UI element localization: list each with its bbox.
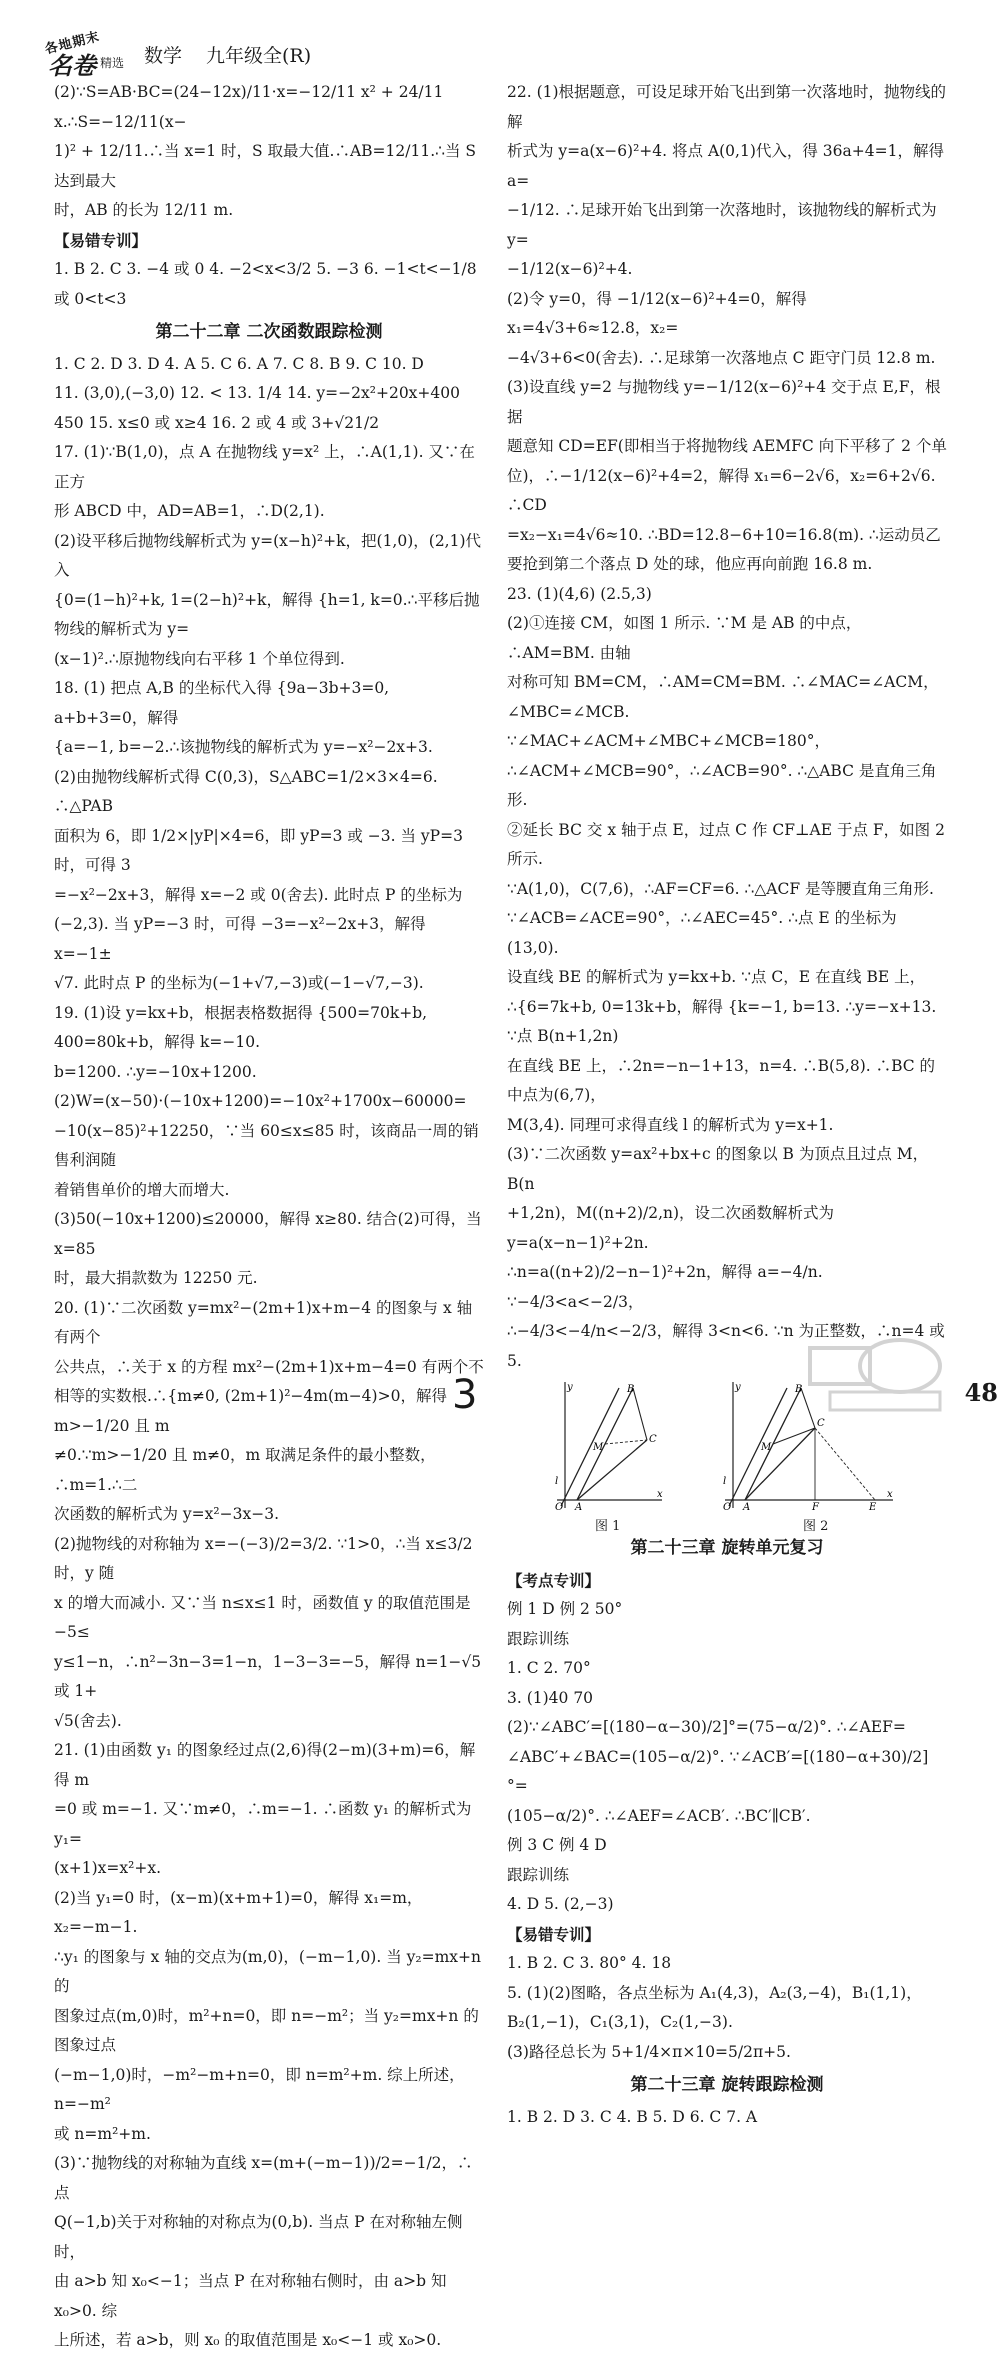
text-line: 例 3 C 例 4 D (507, 1836, 607, 1854)
svg-text:B: B (795, 1384, 803, 1395)
text-line: {0=(1−h)²+k, 1=(2−h)²+k，解得 {h=1, k=0.∴平移后抛物线的解析式为 y= (54, 590, 480, 638)
text-line: ∴∠ACM+∠MCB=90°，∴∠ACB=90°. ∴△ABC 是直角三角形. (507, 761, 937, 809)
svg-text:O: O (555, 1502, 564, 1510)
figure-2-caption: 图 2 (803, 1519, 829, 1534)
text-line: {a=−1, b=−2.∴该抛物线的解析式为 y=−x²−2x+3. (54, 738, 433, 756)
text-line: (2)当 y₁=0 时，(x−m)(x+m+1)=0，解得 x₁=m，x₂=−m−1. (54, 1888, 423, 1936)
answer-block (54, 350, 484, 2356)
svg-text:O: O (723, 1502, 732, 1510)
text-line: 例 1 D 例 2 50° (507, 1600, 623, 1618)
text-line: (3)∵抛物线的对称轴为直线 x=(m+(−m−1))/2=−1/2，∴点 (54, 2154, 473, 2202)
text-line: −4√3+6<0(舍去). ∴足球第一次落地点 C 距守门员 12.8 m. (507, 348, 936, 367)
figure-1-caption: 图 1 (595, 1519, 621, 1534)
text-line: 19. (1)设 y=kx+b，根据表格数据得 {500=70k+b, 400=80k+b，解得 k=−10. (54, 1003, 428, 1051)
text-line: 相等的实数根.∴{m≠0, (2m+1)²−4m(m−4)>0，解得 m>−1/20 且 m (54, 1387, 447, 1435)
text-line: (2)∵∠ABC′=[(180−α−30)/2]°=(75−α/2)°. ∴∠AEF= (507, 1718, 906, 1736)
svg-text:M: M (761, 1442, 772, 1453)
svg-text:y: y (735, 1382, 741, 1393)
svg-text:A: A (575, 1502, 583, 1510)
text-line: 上所述，若 a>b，则 x₀ 的取值范围是 x₀<−1 或 x₀>0. (54, 2331, 442, 2349)
figure-1 (547, 1380, 667, 1510)
svg-text:E: E (869, 1502, 877, 1510)
series-logo (38, 29, 130, 80)
text-line: ∴y₁ 的图象与 x 轴的交点为(m,0)，(−m−1,0). 当 y₂=mx+n 的 (54, 1947, 482, 1995)
text-line: ≠0.∵m>−1/20 且 m≠0，m 取满足条件的最小整数，∴m=1.∴二 (54, 1446, 436, 1494)
text-line: =−x²−2x+3，解得 x=−2 或 0(舍去). 此时点 P 的坐标为 (54, 885, 463, 904)
svg-text:C: C (649, 1434, 657, 1445)
text-line: 5. (1)(2)图略，各点坐标为 A₁(4,3)，A₂(3,−4)，B₁(1,1)， (507, 1983, 922, 2002)
svg-text:y: y (567, 1382, 573, 1393)
text-line: =x₂−x₁=4√6≈10. ∴BD=12.8−6+10=16.8(m). ∴运动员乙 (507, 525, 941, 544)
text-line: 跟踪训练 (507, 1865, 570, 1884)
text-line: 由 a>b 知 x₀<−1；当点 P 在对称轴右侧时，由 a>b 知 x₀>0. 综 (54, 2272, 447, 2320)
text-line: 次函数的解析式为 y=x²−3x−3. (54, 1505, 279, 1523)
chapter-heading: 第二十三章 旋转跟踪检测 (630, 2075, 824, 2095)
text-line: 时，AB 的长为 12/11 m. (54, 201, 234, 219)
text-line: ②延长 BC 交 x 轴于点 E，过点 C 作 CF⊥AE 于点 F，如图 2 所示. (507, 820, 945, 868)
text-line: −1/12(x−6)²+4. (507, 260, 633, 278)
text-line: (2)W=(x−50)·(−10x+1200)=−10x²+1700x−60000= (54, 1092, 467, 1110)
text-line: 1. B 2. C 3. 80° 4. 18 (507, 1954, 672, 1972)
right-column (507, 78, 947, 2132)
text-line: 1. B 2. C 3. −4 或 0 4. −2<x<3/2 5. −3 6. −1<t<−1/8 (54, 260, 477, 278)
text-line: ∠MBC=∠MCB. ∵∠MAC+∠ACM+∠MBC+∠MCB=180°， (507, 702, 830, 750)
text-line: ∵∠ACB=∠ACE=90°，∴∠AEC=45°. ∴点 E 的坐标为(13,0). (507, 909, 897, 957)
text-line: 跟踪训练 (507, 1629, 570, 1648)
text-line: 或 0<t<3 (54, 289, 127, 308)
text-line: 面积为 6，即 1/2×|yP|×4=6，即 yP=3 或 −3. 当 yP=3 时，可得 3 (54, 826, 463, 874)
text-line: 在直线 BE 上，∴2n=−n−1+13，n=4. ∴B(5,8). ∴BC 的中点为(6,7)， (507, 1056, 936, 1104)
text-line: 题意知 CD=EF(即相当于将抛物线 AEMFC 向下平移了 2 个单 (507, 437, 947, 455)
text-line: 3. (1)40 70 (507, 1688, 594, 1707)
text-line: (3)50(−10x+1200)≤20000，解得 x≥80. 结合(2)可得，当 x=85 (54, 1210, 482, 1258)
section-tag: 【易错专训】 (54, 230, 148, 250)
svg-text:l: l (555, 1476, 559, 1487)
text-line: 4. D 5. (2,−3) (507, 1895, 614, 1913)
text-line: 11. (3,0),(−3,0) 12. < 13. 1/4 14. y=−2x²+20x+400 (54, 384, 460, 402)
text-line: 1. B 2. D 3. C 4. B 5. D 6. C 7. A (507, 2107, 758, 2126)
text-line: (3)设直线 y=2 与抛物线 y=−1/12(x−6)²+4 交于点 E,F，根据 (507, 378, 941, 426)
text-line: (3)路径总长为 5+1/4×π×10=5/2π+5. (507, 2042, 791, 2061)
text-line: ∴−4/3<−4/n<−2/3，解得 3<n<6. ∵n 为正整数，∴n=4 或 5. (507, 1322, 945, 1370)
answer-block (507, 1595, 947, 1920)
text-line: 析式为 y=a(x−6)²+4. 将点 A(0,1)代入，得 36a+4=1，解得 a= (507, 142, 944, 190)
text-line: −1/12. ∴足球开始飞出到第一次落地时，该抛物线的解析式为 y= (507, 201, 937, 249)
svg-text:l: l (723, 1476, 727, 1487)
text-line: (2)①连接 CM，如图 1 所示. ∵M 是 AB 的中点，∴AM=BM. 由轴 (507, 614, 862, 662)
left-column (54, 78, 484, 2356)
svg-text:x: x (657, 1489, 663, 1500)
section-tag: 【考点专训】 (507, 1570, 601, 1590)
text-line: −10(x−85)²+12250，∵当 60≤x≤85 时，该商品一周的销售利润随 (54, 1121, 479, 1169)
logo-top-text: 各地期末 (43, 29, 102, 58)
text-line: M(3,4). 同理可求得直线 l 的解析式为 y=x+1. (507, 1115, 834, 1134)
svg-text:C: C (817, 1418, 825, 1429)
text-line: (x+1)x=x²+x. (54, 1859, 162, 1877)
text-line: 450 15. x≤0 或 x≥4 16. 2 或 4 或 3+√21/2 (54, 413, 380, 432)
section-tag: 【易错专训】 (507, 1924, 601, 1944)
text-line: √5(舍去). (54, 1711, 122, 1730)
text-line: y≤1−n，∴n²−3n−3=1−n，1−3−3=−5，解得 n=1−√5 或 1+ (54, 1652, 482, 1700)
text-line: 或 n=m²+m. (54, 2124, 151, 2143)
subject-label: 数学 (144, 44, 183, 67)
text-line: 时，最大捐款数为 12250 元. (54, 1269, 258, 1287)
text-line: √7. 此时点 P 的坐标为(−1+√7,−3)或(−1−√7,−3). (54, 974, 424, 992)
text-line: 1. C 2. 70° (507, 1659, 591, 1677)
page-number: 48 (964, 1378, 998, 1407)
text-line: 设直线 BE 的解析式为 y=kx+b. ∵点 C，E 在直线 BE 上， (507, 968, 926, 986)
text-line: 17. (1)∵B(1,0)，点 A 在抛物线 y=x² 上，∴A(1,1). 又∵在正方 (54, 443, 475, 491)
text-line: 图象过点(m,0)时，m²+n=0，即 n=−m²；当 y₂=mx+n 的图象过点 (54, 2006, 479, 2054)
text-line: (x−1)².∴原抛物线向右平移 1 个单位得到. (54, 649, 345, 668)
text-line: (2)令 y=0，得 −1/12(x−6)²+4=0，解得 x₁=4√3+6≈12.8，x₂= (507, 289, 807, 337)
handwritten-mark: 3 (452, 1372, 478, 1418)
text-line: 要抢到第二个落点 D 处的球，他应再向前跑 16.8 m. (507, 555, 873, 573)
text-line: ∴n=a((n+2)/2−n−1)²+2n，解得 a=−4/n. ∵−4/3<a<−2/3， (507, 1263, 823, 1311)
chapter-heading: 第二十三章 旋转单元复习 (630, 1538, 824, 1558)
answer-block (507, 1949, 947, 2067)
text-line: (−2,3). 当 yP=−3 时，可得 −3=−x²−2x+3，解得 x=−1± (54, 915, 426, 963)
text-line: 位)，∴−1/12(x−6)²+4=2，解得 x₁=6−2√6，x₂=6+2√6. ∴CD (507, 466, 936, 514)
page-header (38, 29, 312, 80)
text-line: 20. (1)∵二次函数 y=mx²−(2m+1)x+m−4 的图象与 x 轴有两个 (54, 1298, 473, 1346)
text-line: Q(−1,b)关于对称轴的对称点为(0,b). 当点 P 在对称轴左侧时， (54, 2213, 463, 2261)
text-line: 1. C 2. D 3. D 4. A 5. C 6. A 7. C 8. B 9. C 10. D (54, 354, 424, 373)
text-line: +1,2n)，M((n+2)/2,n)，设二次函数解析式为 y=a(x−n−1)²+2n. (507, 1204, 835, 1252)
text-line: 18. (1) 把点 A,B 的坐标代入得 {9a−3b+3=0, a+b+3=0，解得 (54, 679, 390, 727)
text-line: 1)² + 12/11.∴当 x=1 时，S 取最大值.∴AB=12/11.∴当 S 达到最大 (54, 142, 477, 190)
text-line: 公共点，∴关于 x 的方程 mx²−(2m+1)x+m−4=0 有两个不 (54, 1357, 484, 1376)
text-line: ∵A(1,0)，C(7,6)，∴AF=CF=6. ∴△ACF 是等腰直角三角形. (507, 879, 934, 898)
text-line: (3)∵二次函数 y=ax²+bx+c 的图象以 B 为顶点且过点 M，B(n (507, 1145, 929, 1193)
svg-text:B: B (627, 1384, 635, 1395)
answer-block (507, 78, 947, 1376)
text-line: ∠ABC′+∠BAC=(105−α/2)°. ∵∠ACB′=[(180−α+30)/2]°= (507, 1747, 929, 1795)
text-line: 着销售单价的增大而增大. (54, 1180, 230, 1199)
text-line: x 的增大而减小. 又∵当 n≤x≤1 时，函数值 y 的取值范围是 −5≤ (54, 1593, 471, 1641)
text-line: 形 ABCD 中，AD=AB=1，∴D(2,1). (54, 502, 325, 520)
text-line: (−m−1,0)时，−m²−m+n=0，即 n=m²+m. 综上所述，n=−m² (54, 2065, 465, 2113)
text-line: =0 或 m=−1. 又∵m≠0，∴m=−1. ∴函数 y₁ 的解析式为 y₁= (54, 1800, 472, 1848)
text-line: (2)抛物线的对称轴为 x=−(−3)/2=3/2. ∵1>0，∴当 x≤3/2 时，y 随 (54, 1534, 473, 1582)
text-line: 对称可知 BM=CM，∴AM=CM=BM. ∴∠MAC=∠ACM， (507, 673, 939, 691)
svg-text:M: M (593, 1442, 604, 1453)
text-line: 23. (1)(4,6) (2.5,3) (507, 584, 652, 603)
text-line: 22. (1)根据题意，可设足球开始飞出到第一次落地时，抛物线的解 (507, 83, 947, 131)
logo-tail-text: 精选 (100, 56, 125, 70)
svg-text:A: A (743, 1502, 751, 1510)
watermark-stamp (800, 1334, 950, 1414)
text-line: b=1200. ∴y=−10x+1200. (54, 1062, 257, 1081)
text-line: 21. (1)由函数 y₁ 的图象经过点(2,6)得(2−m)(3+m)=6，解得 m (54, 1741, 476, 1789)
text-line: ∴{6=7k+b, 0=13k+b，解得 {k=−1, b=13. ∴y=−x+13. ∵点 B(n+1,2n) (507, 997, 937, 1045)
text-line: (105−α/2)°. ∴∠AEF=∠ACB′. ∴BC′∥CB′. (507, 1806, 811, 1825)
text-line: (2)设平移后抛物线解析式为 y=(x−h)²+k，把(1,0)，(2,1)代入 (54, 531, 482, 579)
grade-label: 九年级全(R) (206, 44, 312, 67)
text-line: B₂(1,−1)，C₁(3,1)，C₂(1,−3). (507, 2013, 733, 2031)
chapter-heading: 第二十二章 二次函数跟踪检测 (155, 322, 383, 342)
svg-text:F: F (812, 1502, 819, 1510)
text-line: (2)∵S=AB·BC=(24−12x)/11·x=−12/11 x² + 24/11 x.∴S=−12/11(x− (54, 83, 444, 131)
text-line: (2)由抛物线解析式得 C(0,3)，S△ABC=1/2×3×4=6. ∴△PAB (54, 767, 438, 815)
logo-main-text: 名卷 (48, 51, 96, 80)
svg-text:x: x (887, 1489, 893, 1500)
